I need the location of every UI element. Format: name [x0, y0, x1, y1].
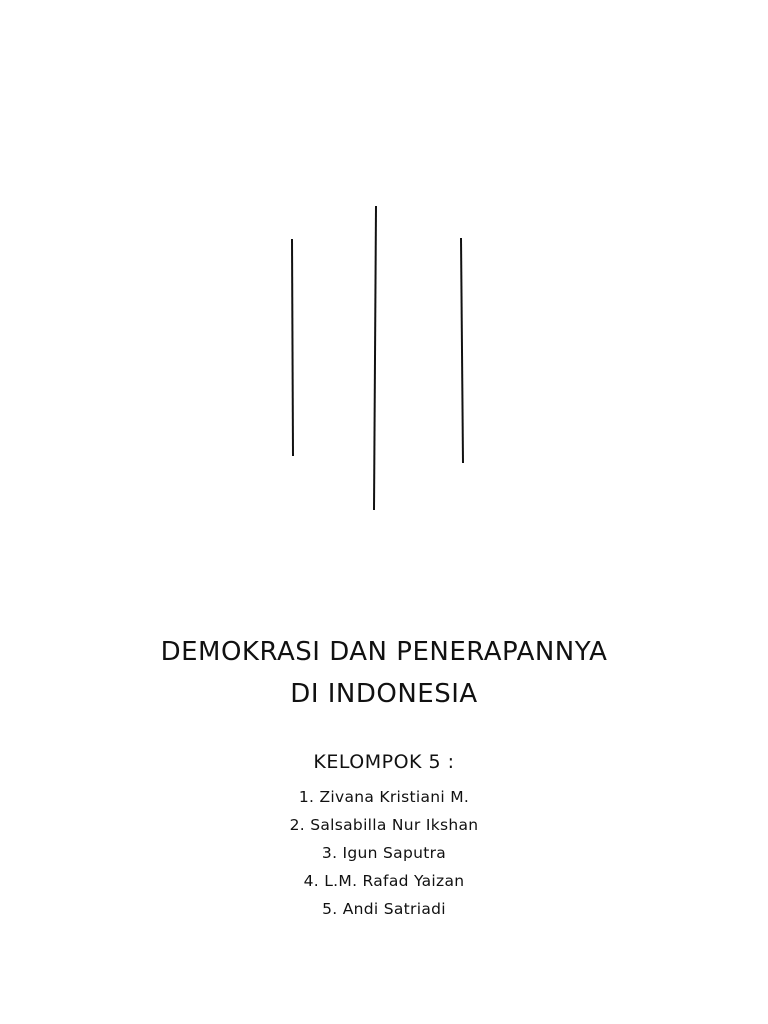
member-item: 1. Zivana Kristiani M.	[298, 788, 470, 806]
right-vertical-line	[461, 238, 463, 463]
member-item: 5. Andi Satriadi	[322, 900, 446, 918]
member-item: 3. Igun Saputra	[321, 844, 447, 862]
document-title-line-1: DEMOKRASI DAN PENERAPANNYA	[160, 637, 608, 667]
member-item: 4. L.M. Rafad Yaizan	[303, 872, 465, 890]
member-item: 2. Salsabilla Nur Ikshan	[289, 816, 479, 834]
left-vertical-line	[292, 239, 293, 456]
group-heading: KELOMPOK 5 :	[313, 751, 455, 773]
member-list	[0, 786, 768, 926]
center-vertical-line	[374, 206, 376, 510]
document-title-line-2: DI INDONESIA	[290, 679, 478, 709]
